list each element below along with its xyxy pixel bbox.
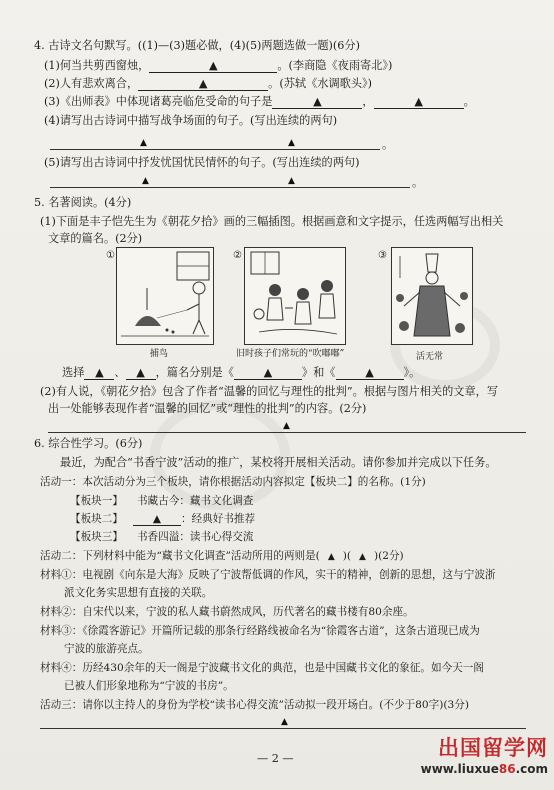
q4-item-5-end: 。 bbox=[412, 176, 424, 189]
q5-part2-line1: (2)有人说，《朝花夕拾》包含了作者“温馨的回忆与理性的批判”。根据与图片相关的文章，写 bbox=[40, 385, 499, 398]
q4-item-2: (2)人有悲欢离合， ▲ 。(苏轼《水调歌头》) bbox=[44, 77, 372, 90]
answer-blank[interactable]: ▲ bbox=[84, 367, 114, 380]
site-watermark bbox=[421, 732, 548, 776]
answer-blank[interactable]: ▲ bbox=[272, 96, 362, 109]
answer-blank[interactable]: ▲ bbox=[336, 367, 404, 380]
material-3-line2: 宁波的旅游亮点。 bbox=[64, 643, 149, 655]
answer-blank[interactable]: ▲ bbox=[374, 96, 464, 109]
material-2: 材料②：自宋代以来，宁波的私人藏书蔚然成风，历代著名的藏书楼有80余座。 bbox=[40, 606, 414, 618]
material-1-line2: 派文化务实思想有直接的关联。 bbox=[64, 587, 213, 599]
q4-title: 4. 古诗文名句默写。((1)—(3)题必做，(4)(5)两题选做一题)(6分) bbox=[34, 39, 360, 52]
bird-catching-drawing bbox=[117, 248, 213, 344]
marker: ▲ bbox=[327, 552, 335, 562]
illustration-huo-wuchang bbox=[391, 247, 473, 345]
answer-line[interactable] bbox=[50, 149, 380, 150]
huo-wuchang-drawing bbox=[392, 248, 472, 344]
q4-item-4-end: 。 bbox=[382, 138, 394, 151]
watermark-url: www.liuxue86.com bbox=[420, 762, 548, 776]
q5-part1-line1: (1)下面是丰子恺先生为《朝花夕拾》画的三幅插图。根据画意和文字提示，任选两幅写出相关 bbox=[40, 215, 504, 228]
marker: ▲ bbox=[288, 138, 295, 148]
q5-title: 5. 名著阅读。(4分) bbox=[34, 196, 132, 209]
block-2: 【板块二】 ▲ ：经典好书推荐 bbox=[70, 513, 256, 525]
q4-item-4: (4)请写出古诗词中描写战争场面的句子。(写出连续的两句) bbox=[44, 114, 338, 127]
q4-item-5: (5)请写出古诗词中抒发忧国忧民情怀的句子。(写出连续的两句) bbox=[44, 156, 360, 169]
picture-number: ② bbox=[233, 250, 242, 261]
page-number: — 2 — bbox=[257, 752, 294, 765]
q6-intro: 最近，为配合“书香宁波”活动的推广，某校将开展相关活动。请你参加并完成以下任务。 bbox=[60, 456, 497, 469]
answer-line[interactable] bbox=[50, 187, 410, 188]
answer-blank[interactable]: ▲ bbox=[138, 78, 268, 91]
q5-part1-line2: 文章的篇名。(2分) bbox=[48, 232, 143, 245]
q6-activity-2: 活动二：下列材料中能为“藏书文化调查”活动所用的两则是( ▲ )( ▲ )(2分) bbox=[40, 550, 404, 562]
illustration-children-playing bbox=[244, 247, 346, 345]
answer-blank[interactable]: ▲ bbox=[126, 367, 156, 380]
answer-blank[interactable]: ▲ bbox=[234, 367, 302, 380]
block-3: 【板块三】 书香四溢：读书心得交流 bbox=[70, 531, 254, 543]
watermark-logo-text: 出国留学网 bbox=[438, 736, 548, 760]
material-1-line1: 材料①：电视剧《向东是大海》反映了宁波帮低调的作风，实干的精神，创新的思想，这与宁波浙 bbox=[40, 569, 496, 581]
picture-caption: 活无常 bbox=[416, 352, 444, 362]
marker: ▲ bbox=[283, 421, 290, 431]
q4-item-3: (3)《出师表》中体现诸葛亮临危受命的句子是 ▲ ， ▲ 。 bbox=[44, 95, 475, 108]
picture-number: ① bbox=[106, 250, 115, 261]
answer-blank[interactable]: ▲ bbox=[149, 60, 277, 73]
material-4-line1: 材料④：历经430余年的天一阁是宁波藏书文化的典范，也是中国藏书文化的象征。如今天一阁 bbox=[40, 662, 484, 674]
marker: ▲ bbox=[142, 176, 149, 186]
children-playing-drawing bbox=[245, 248, 345, 344]
marker: ▲ bbox=[281, 717, 288, 727]
q5-part1-answer: 选择 ▲ 、 ▲ ，篇名分别是《 ▲ 》和《 ▲ 》。 bbox=[62, 366, 421, 379]
block-1: 【板块一】 书藏古今：藏书文化调查 bbox=[70, 495, 254, 507]
q6-activity-3: 活动三：请你以主持人的身份为学校“读书心得交流”活动拟一段开场白。(不少于80字)(3分) bbox=[40, 699, 469, 711]
marker: ▲ bbox=[288, 176, 295, 186]
illustration-bird-catching bbox=[116, 247, 214, 345]
q4-item-1: (1)何当共剪西窗烛， ▲ 。(李商隐《夜雨寄北》) bbox=[44, 59, 393, 72]
marker: ▲ bbox=[140, 138, 147, 148]
q6-activity-1: 活动一：本次活动分为三个板块，请你根据活动内容拟定【板块二】的名称。(1分) bbox=[40, 476, 426, 488]
answer-line[interactable] bbox=[48, 432, 526, 433]
q6-title: 6. 综合性学习。(6分) bbox=[34, 437, 143, 450]
answer-line[interactable] bbox=[40, 728, 526, 729]
picture-caption: 旧时孩子们常玩的“吹嘟嘟” bbox=[236, 349, 345, 359]
answer-blank[interactable]: ▲ bbox=[133, 513, 181, 526]
picture-number: ③ bbox=[378, 250, 387, 261]
picture-caption: 捕鸟 bbox=[150, 349, 169, 359]
material-4-line2: 已被人们形象地称为“宁波的书房”。 bbox=[64, 680, 234, 692]
q5-part2-line2: 出一处能够表现作者“温馨的回忆”或“理性的批判”的内容。(2分) bbox=[48, 402, 367, 415]
marker: ▲ bbox=[359, 552, 366, 562]
material-3-line1: 材料③：《徐霞客游记》开篇所记载的那条行经路线被命名为“徐霞客古道”，这条古道现已成为 bbox=[40, 625, 480, 637]
